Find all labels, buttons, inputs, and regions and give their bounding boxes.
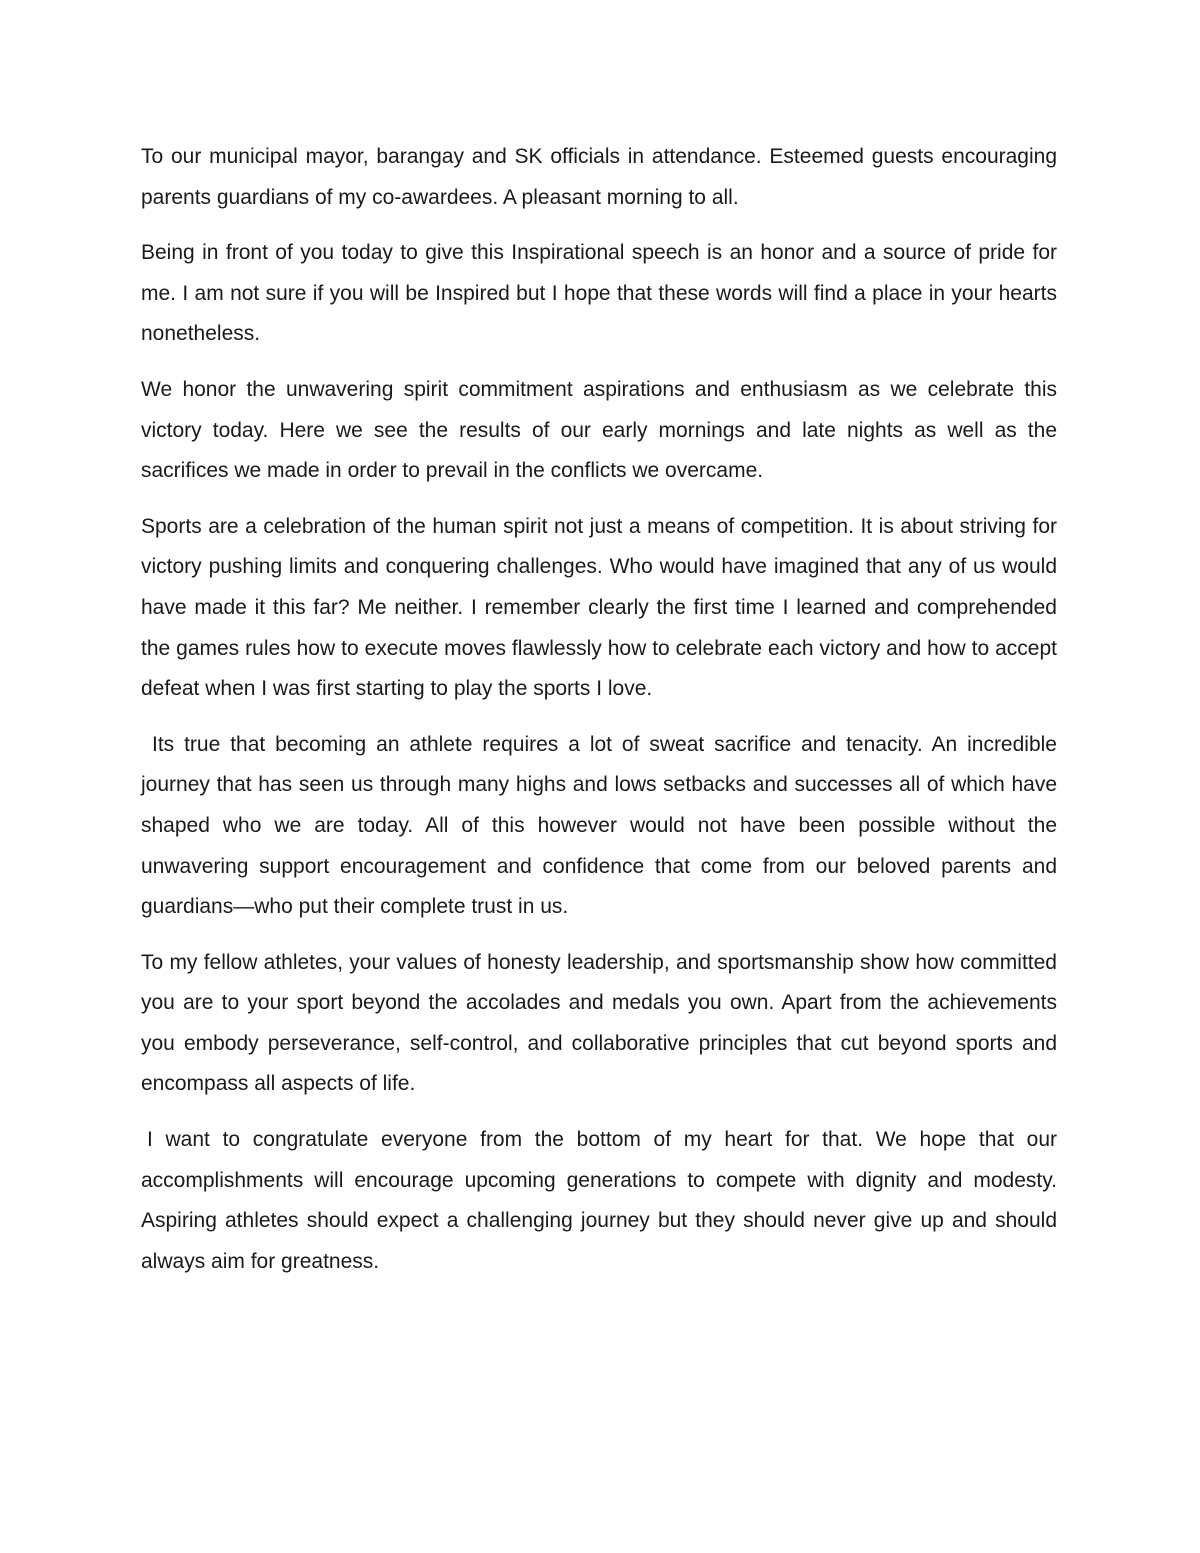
speech-body	[141, 137, 1057, 1297]
paragraph-honor: Being in front of you today to give this Inspirational speech is an honor and a source of pride for me. I am not sure if you will be Inspired but I hope that these words will find a place in your hearts nonetheless.	[141, 241, 1057, 346]
paragraph-sports: Sports are a celebration of the human spirit not just a means of competition. It is about striving for victory pushing limits and conquering challenges. Who would have imagined that any of us would have made it this far? Me neither. I remember clearly the first time I learned and comprehended the games rules how to execute moves flawlessly how to celebrate each victory and how to accept defeat when I was first starting to play the sports I love.	[141, 514, 1057, 701]
paragraph-celebration: We honor the unwavering spirit commitment aspirations and enthusiasm as we celebrate this victory today. Here we see the results of our early mornings and late nights as well as the sacrifices we made in order to prevail in the conflicts we overcame.	[141, 377, 1057, 483]
paragraph-fellow-athletes: To my fellow athletes, your values of honesty leadership, and sportsmanship show how committed you are to your sport beyond the accolades and medals you own. Apart from the achievements you embody perseverance, self-control, and collaborative principles that cut beyond sports and encompass all aspects of life.	[141, 950, 1057, 1096]
paragraph-athlete-journey: Its true that becoming an athlete requires a lot of sweat sacrifice and tenacity. An incredible journey that has seen us through many highs and lows setbacks and successes all of which have shaped who we are today. All of this however would not have been possible without the unwavering support encouragement and confidence that come from our beloved parents and guardians—who put their complete trust in us.	[141, 732, 1057, 919]
paragraph-congratulations: I want to congratulate everyone from the bottom of my heart for that. We hope that our accomplishments will encourage upcoming generations to compete with dignity and modesty. Aspiring athletes should expect a challenging journey but they should never give up and should always aim for greatness.	[141, 1128, 1057, 1273]
paragraph-greeting: To our municipal mayor, barangay and SK officials in attendance. Esteemed guests encouraging parents guardians of my co-awardees. A pleasant morning to all.	[141, 145, 1057, 209]
